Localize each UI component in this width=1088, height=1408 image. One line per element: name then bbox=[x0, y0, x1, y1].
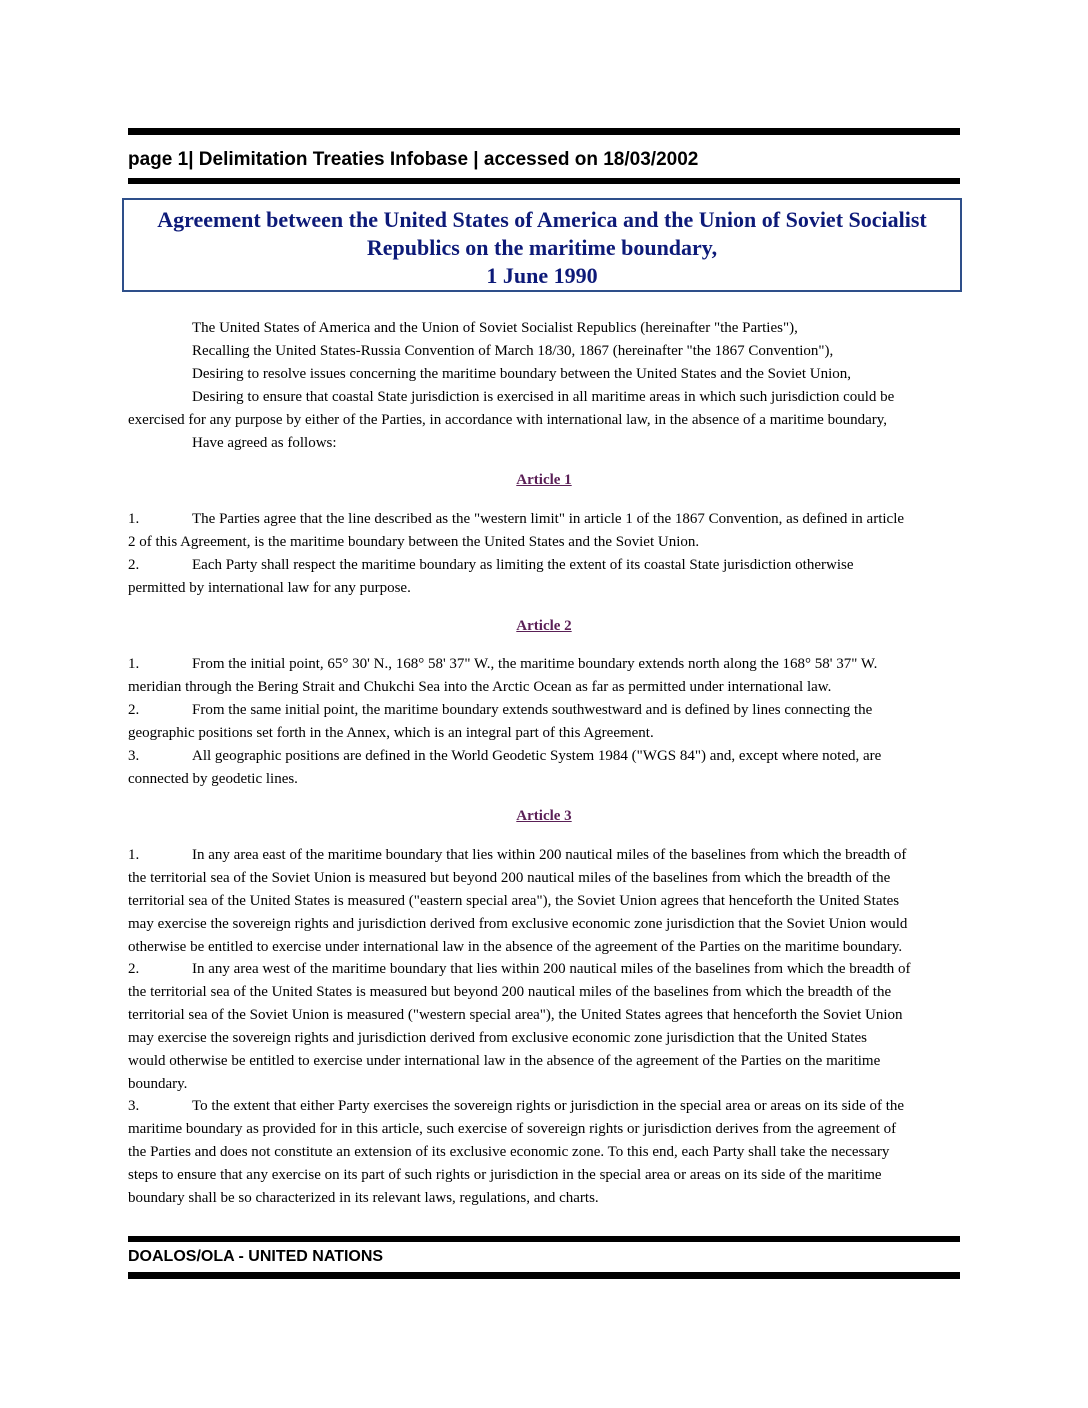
paragraph-number: 3. bbox=[128, 748, 140, 764]
paragraph-text: may exercise the sovereign rights and jurisdiction derived from exclusive economic zone jurisdiction that the United States bbox=[128, 1030, 867, 1046]
paragraph-number: 1. bbox=[128, 511, 140, 527]
title-line-1: Agreement between the United States of America and the Union of Soviet Socialist bbox=[157, 207, 927, 232]
article-heading: Article 1 bbox=[516, 472, 572, 488]
paragraph-number: 3. bbox=[128, 1098, 140, 1114]
paragraph-text: In any area east of the maritime boundary that lies within 200 nautical miles of the baselines from which the breadth of bbox=[192, 847, 907, 863]
paragraph-text: All geographic positions are defined in the World Geodetic System 1984 ("WGS 84") and, except where noted, are bbox=[192, 748, 882, 764]
paragraph-text: In any area west of the maritime boundary that lies within 200 nautical miles of the baselines from which the breadth of bbox=[192, 961, 911, 977]
paragraph-text: steps to ensure that any exercise on its part of such rights or jurisdiction in the special area or areas on its side of the maritime bbox=[128, 1167, 882, 1183]
article-heading: Article 2 bbox=[516, 618, 572, 634]
paragraph-number: 2. bbox=[128, 961, 140, 977]
article-heading: Article 3 bbox=[516, 808, 572, 824]
paragraph-text: the territorial sea of the United States is measured but beyond 200 nautical miles of the baselines from which the breadth of the bbox=[128, 984, 892, 1000]
paragraph-text: To the extent that either Party exercises the sovereign rights or jurisdiction in the special area or areas on its side of the bbox=[192, 1098, 905, 1114]
paragraph-text: territorial sea of the United States is measured ("eastern special area"), the Soviet Union agrees that henceforth the United States bbox=[128, 893, 900, 909]
paragraph-text: Each Party shall respect the maritime boundary as limiting the extent of its coastal State jurisdiction otherwise bbox=[192, 557, 854, 573]
paragraph-text: would otherwise be entitled to exercise under international law in the absence of the agreement of the Parties on the maritime bbox=[128, 1053, 881, 1069]
paragraph-text: connected by geodetic lines. bbox=[128, 771, 298, 787]
paragraph-number: 2. bbox=[128, 557, 140, 573]
paragraph-text: From the initial point, 65° 30' N., 168° 58' 37" W., the maritime boundary extends north along the 168° 58' 37" W. bbox=[192, 656, 878, 672]
paragraph-text: From the same initial point, the maritime boundary extends southwestward and is defined by lines connecting the bbox=[192, 702, 873, 718]
paragraph-text: meridian through the Bering Strait and Chukchi Sea into the Arctic Ocean as far as permitted under international law. bbox=[128, 679, 832, 695]
title-line-2: Republics on the maritime boundary, bbox=[366, 235, 718, 260]
footer-top-rule bbox=[128, 1236, 960, 1242]
footer-bottom-rule bbox=[128, 1272, 960, 1279]
paragraph-text: geographic positions set forth in the Annex, which is an integral part of this Agreement. bbox=[128, 725, 654, 741]
paragraph-text: 2 of this Agreement, is the maritime boundary between the United States and the Soviet Union. bbox=[128, 534, 700, 550]
header-bottom-rule bbox=[128, 178, 960, 184]
paragraph-text: maritime boundary as provided for in this article, such exercise of sovereign rights or jurisdiction derives from the agreement of bbox=[128, 1121, 897, 1137]
paragraph-text: boundary shall be so characterized in its relevant laws, regulations, and charts. bbox=[128, 1190, 599, 1206]
paragraph-number: 1. bbox=[128, 847, 140, 863]
preamble-paragraph: Recalling the United States-Russia Convention of March 18/30, 1867 (hereinafter "the 1867 Convention"), bbox=[192, 343, 834, 359]
page-footer: DOALOS/OLA - UNITED NATIONS bbox=[128, 1248, 384, 1265]
paragraph-text: the territorial sea of the Soviet Union is measured but beyond 200 nautical miles of the baselines from which the breadth of the bbox=[128, 870, 891, 886]
title-box bbox=[122, 198, 962, 292]
paragraph-text: territorial sea of the Soviet Union is measured ("western special area"), the United States agrees that henceforth the Soviet Union bbox=[128, 1007, 903, 1023]
paragraph-text: otherwise be entitled to exercise under international law in the absence of the agreement of the Parties on the maritime boundary. bbox=[128, 939, 903, 955]
preamble-paragraph: The United States of America and the Union of Soviet Socialist Republics (hereinafter "the Parties"), bbox=[192, 320, 798, 336]
paragraph-number: 2. bbox=[128, 702, 140, 718]
paragraph-text: may exercise the sovereign rights and jurisdiction derived from exclusive economic zone jurisdiction that the Soviet Union would bbox=[128, 916, 908, 932]
paragraph-text: boundary. bbox=[128, 1076, 188, 1092]
title-line-3: 1 June 1990 bbox=[486, 263, 598, 288]
header-top-rule bbox=[128, 128, 960, 135]
paragraph-text: permitted by international law for any purpose. bbox=[128, 580, 411, 596]
paragraph-text: The Parties agree that the line described as the "western limit" in article 1 of the 1867 Convention, as defined in article bbox=[192, 511, 905, 527]
preamble-paragraph: Desiring to ensure that coastal State jurisdiction is exercised in all maritime areas in which such jurisdiction could be bbox=[192, 389, 895, 405]
preamble-paragraph: Have agreed as follows: bbox=[192, 435, 337, 451]
paragraph-number: 1. bbox=[128, 656, 140, 672]
preamble-paragraph: Desiring to resolve issues concerning the maritime boundary between the United States and the Soviet Union, bbox=[192, 366, 852, 382]
preamble-paragraph-continued: exercised for any purpose by either of the Parties, in accordance with international law, in the absence of a maritime boundary, bbox=[128, 412, 888, 428]
paragraph-text: the Parties and does not constitute an extension of its exclusive economic zone. To this end, each Party shall take the necessary bbox=[128, 1144, 890, 1160]
page-header: page 1| Delimitation Treaties Infobase | accessed on 18/03/2002 bbox=[128, 149, 699, 170]
